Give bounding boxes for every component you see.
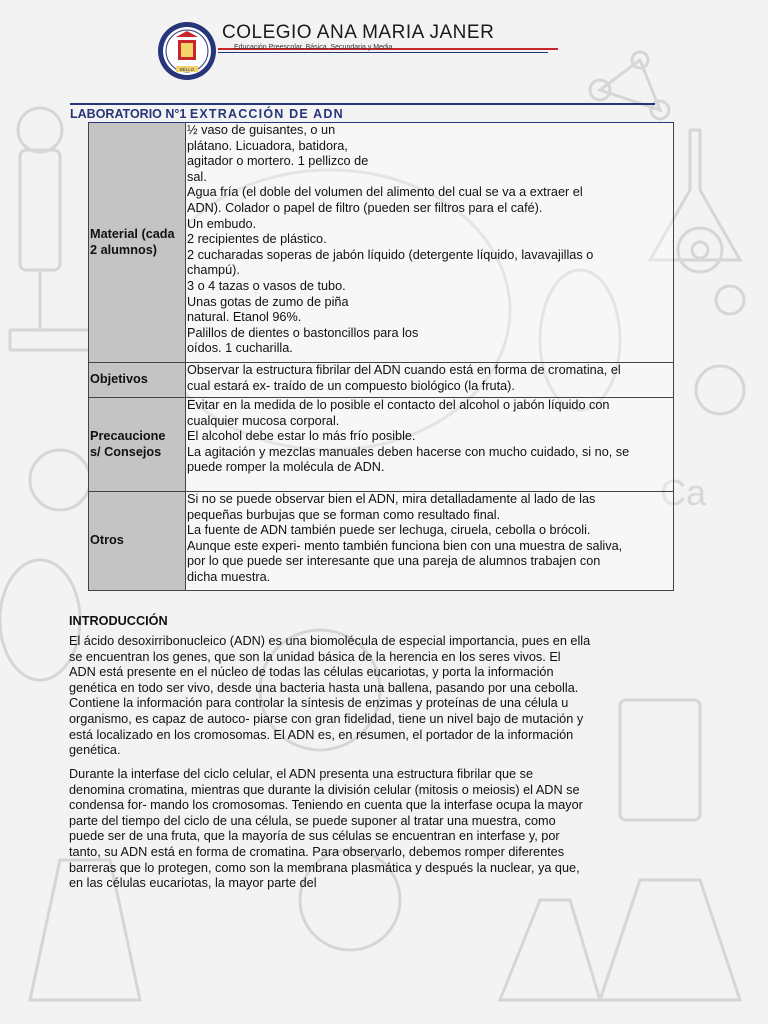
paragraph-line: se encuentran los genes, que son la unidad básica de la herencia en los seres vivos. El [69, 649, 561, 664]
value-line: La agitación y mezclas manuales deben hacerse con mucho cuidado, si no, se [187, 444, 630, 459]
label-line: Otros [90, 533, 124, 548]
paragraph-line: denomina cromatina, mientras que durante la división celular (mitosis o meiosis) el ADN se [69, 782, 580, 797]
value-line: cualquier mucosa corporal. [187, 413, 340, 428]
value-line: Si no se puede observar bien el ADN, mira detalladamente al lado de las [187, 492, 596, 506]
microscope-icon [10, 108, 90, 350]
paragraph-line: parte del tiempo del ciclo de una célula, se puede suponer al tratar una muestra, como [69, 813, 556, 828]
row-label [89, 363, 186, 398]
paragraph-line: Contiene la información para controlar la síntesis de enzimas y proteínas de una célula u [69, 696, 569, 711]
lab-title-main: EXTRACCIÓN DE ADN [189, 107, 344, 121]
seal-label: BELLO [179, 67, 195, 72]
value-line: La fuente de ADN también puede ser lechuga, ciruela, cebolla o brócoli. [187, 523, 591, 538]
value-line: Palillos de dientes o bastoncillos para los [187, 325, 419, 340]
label-line: Objetivos [90, 372, 148, 387]
paragraph-line: está localizado en los cromosomas. El ADN es, en resumen, el portador de la información [69, 727, 574, 742]
value-line: 2 cucharadas soperas de jabón líquido (detergente líquido, lavavajillas o [187, 247, 594, 262]
svg-text:Ca: Ca [660, 472, 707, 513]
value-line: plátano. Licuadora, batidora, [187, 138, 348, 153]
lab-title-prefix: LABORATORIO N°1 [70, 107, 190, 121]
label-line: s/ Consejos [90, 444, 162, 459]
value-line: sal. [187, 169, 207, 184]
table-row-otros [89, 492, 674, 591]
paragraph-line: condensa for- mando los cromosomas. Teniendo en cuenta que la interfase ocupa la mayor [69, 798, 583, 813]
table-row-material [89, 123, 674, 363]
paragraph-line: puede ser de una fruta, que la mayoría de sus células se encuentran en interfase y, por [69, 829, 560, 844]
radiation-icon [696, 366, 744, 414]
paragraph-line: en las células eucariotas, la mayor parte del [69, 876, 317, 891]
school-subtitle: Educación Preescolar, Básica, Secundaria y Media [234, 44, 393, 51]
value-line: agitador o mortero. 1 pellizco de [187, 154, 369, 169]
paragraph-line: genética en todo ser vivo, desde una bacteria hasta una ballena, pasando por una cebolla. [69, 680, 579, 695]
table-row-precauciones [89, 398, 674, 492]
row-label [89, 123, 186, 363]
label-line: Material (cada [90, 226, 175, 241]
intro-paragraph-2 [69, 767, 659, 892]
value-line: 3 o 4 tazas o vasos de tubo. [187, 278, 346, 293]
row-value [186, 363, 674, 398]
paragraph-line: ADN está presente en el núcleo de todas las células eucariotas, y porta la información [69, 665, 554, 680]
value-line: Observar la estructura fibrilar del ADN cuando está en forma de cromatina, el [187, 363, 621, 377]
school-seal-icon [156, 20, 218, 82]
value-line: ADN). Colador o papel de filtro (pueden ser filtros para el café). [187, 200, 543, 215]
table-row-objetivos [89, 363, 674, 398]
paragraph-line: genética. [69, 743, 121, 758]
lab-title [70, 107, 344, 121]
value-line: 2 recipientes de plástico. [187, 232, 327, 247]
gear-icon [678, 228, 744, 314]
value-line: por lo que puede ser interesante que una pareja de alumnos trabajen con [187, 554, 601, 569]
paragraph-line: barreras que lo protegen, como son la membrana plasmática y después la nuclear, ya que, [69, 860, 580, 875]
value-line: oídos. 1 cucharilla. [187, 341, 293, 356]
value-line: pequeñas burbujas que se forman como resultado final. [187, 507, 501, 522]
lab-info-table [88, 122, 674, 591]
value-line: cual estará ex- traído de un compuesto biológico (la fruta). [187, 378, 515, 393]
row-value [186, 123, 674, 363]
value-line: dicha muestra. [187, 569, 271, 584]
row-value [186, 398, 674, 492]
value-line: Agua fría (el doble del volumen del alimento del cual se va a extraer el [187, 185, 583, 200]
paragraph-line: tanto, su ADN está en forma de cromatina. Para observarlo, debemos romper diferentes [69, 844, 565, 859]
school-header [152, 18, 672, 70]
value-line: Aunque este experi- mento también funciona bien con una muestra de saliva, [187, 538, 623, 553]
value-line: natural. Etanol 96%. [187, 310, 302, 325]
paragraph-line: El ácido desoxirribonucleico (ADN) es una biomolécula de especial importancia, pues en ella [69, 634, 591, 648]
row-label [89, 398, 186, 492]
school-name: COLEGIO ANA MARIA JANER [222, 22, 495, 43]
paragraph-line: Durante la interfase del ciclo celular, el ADN presenta una estructura fibrilar que se [69, 767, 534, 781]
value-line: Evitar en la medida de lo posible el contacto del alcohol o jabón líquido con [187, 398, 610, 412]
paragraph-line: organismo, es capaz de autoco- piarse con gran fidelidad, tiene un nivel bajo de mutación y [69, 711, 584, 726]
value-line: Unas gotas de zumo de piña [187, 294, 349, 309]
title-rule [70, 103, 655, 105]
value-line: champú). [187, 263, 240, 278]
value-line: ½ vaso de guisantes, o un [187, 123, 336, 137]
label-line: 2 alumnos) [90, 242, 157, 257]
value-line: puede romper la molécula de ADN. [187, 460, 385, 475]
intro-paragraph-1 [69, 634, 659, 759]
header-rule-blue [218, 52, 548, 53]
row-label [89, 492, 186, 591]
label-line: Precaucione [90, 428, 166, 443]
row-value [186, 492, 674, 591]
intro-heading: INTRODUCCIÓN [69, 614, 168, 628]
value-line: Un embudo. [187, 216, 257, 231]
value-line: El alcohol debe estar lo más frío posible. [187, 429, 416, 444]
